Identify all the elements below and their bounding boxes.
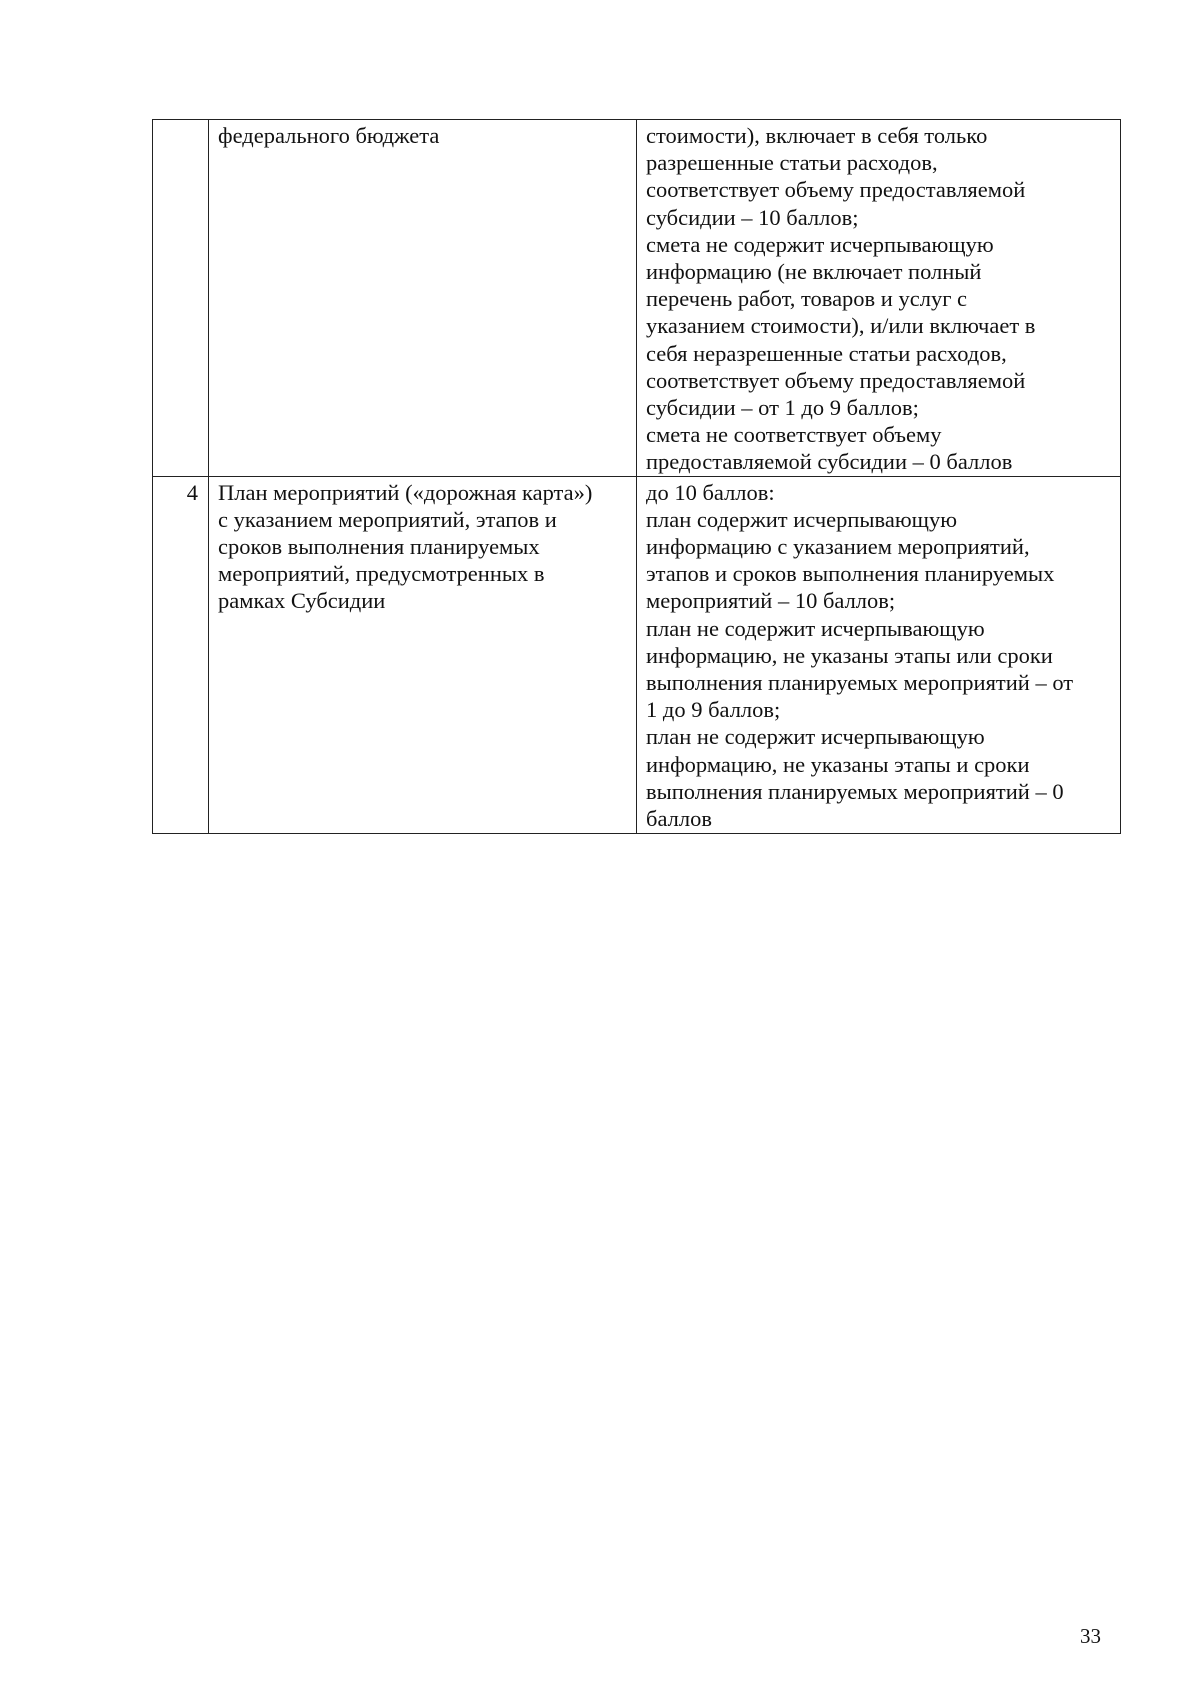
cell-text-line: информацию, не указаны этапы или сроки xyxy=(646,642,1053,668)
cell-text-line: соответствует объему предоставляемой xyxy=(646,367,1026,393)
cell-text-line: субсидии – 10 баллов; xyxy=(646,204,859,230)
cell-text-line: перечень работ, товаров и услуг с xyxy=(646,286,968,312)
cell-text-line: соответствует объему предоставляемой xyxy=(646,177,1026,203)
row-number: 4 xyxy=(186,479,198,505)
cell-text-line: сроков выполнения планируемых xyxy=(218,534,540,560)
criterion-cell xyxy=(209,120,637,477)
cell-text-line: указанием стоимости), и/или включает в xyxy=(646,313,1036,339)
cell-text-line: стоимости), включает в себя только xyxy=(646,123,988,148)
cell-text-line: субсидии – от 1 до 9 баллов; xyxy=(646,395,919,421)
cell-text-line: мероприятий – 10 баллов; xyxy=(646,588,896,614)
cell-text-line: информацию, не указаны этапы и сроки xyxy=(646,751,1030,777)
cell-text-line: этапов и сроков выполнения планируемых xyxy=(646,561,1055,587)
scoring-cell xyxy=(637,120,1121,477)
cell-text-line: себя неразрешенные статьи расходов, xyxy=(646,340,1007,366)
cell-text-line: информацию (не включает полный xyxy=(646,259,982,285)
cell-text-line: федерального бюджета xyxy=(218,123,440,148)
criterion-cell xyxy=(209,476,637,833)
cell-text-line: информацию с указанием мероприятий, xyxy=(646,534,1030,560)
cell-text-line: выполнения планируемых мероприятий – от xyxy=(646,670,1074,696)
cell-text-line: баллов xyxy=(646,806,712,832)
cell-text-line: мероприятий, предусмотренных в xyxy=(218,561,545,587)
cell-text-line: предоставляемой субсидии – 0 баллов xyxy=(646,449,1013,475)
table-row xyxy=(153,476,1121,833)
cell-text-line: до 10 баллов: xyxy=(646,479,775,505)
scoring-cell xyxy=(637,476,1121,833)
cell-text-line: план содержит исчерпывающую xyxy=(646,506,958,532)
cell-text-line: разрешенные статьи расходов, xyxy=(646,150,938,176)
cell-text-line: План мероприятий («дорожная карта») xyxy=(218,479,593,505)
cell-text-line: смета не содержит исчерпывающую xyxy=(646,231,994,257)
cell-text-line: рамках Субсидии xyxy=(218,588,386,614)
cell-text-line: план не содержит исчерпывающую xyxy=(646,615,985,641)
cell-text-line: план не содержит исчерпывающую xyxy=(646,724,985,750)
cell-text-line: с указанием мероприятий, этапов и xyxy=(218,506,557,532)
row-number-cell xyxy=(153,120,209,477)
table-row xyxy=(153,120,1121,477)
cell-text-line: 1 до 9 баллов; xyxy=(646,697,781,723)
criteria-table xyxy=(152,119,1121,834)
row-number-cell xyxy=(153,476,209,833)
page-number: 33 xyxy=(1080,1624,1101,1648)
cell-text-line: выполнения планируемых мероприятий – 0 xyxy=(646,778,1064,804)
cell-text-line: смета не соответствует объему xyxy=(646,422,942,448)
